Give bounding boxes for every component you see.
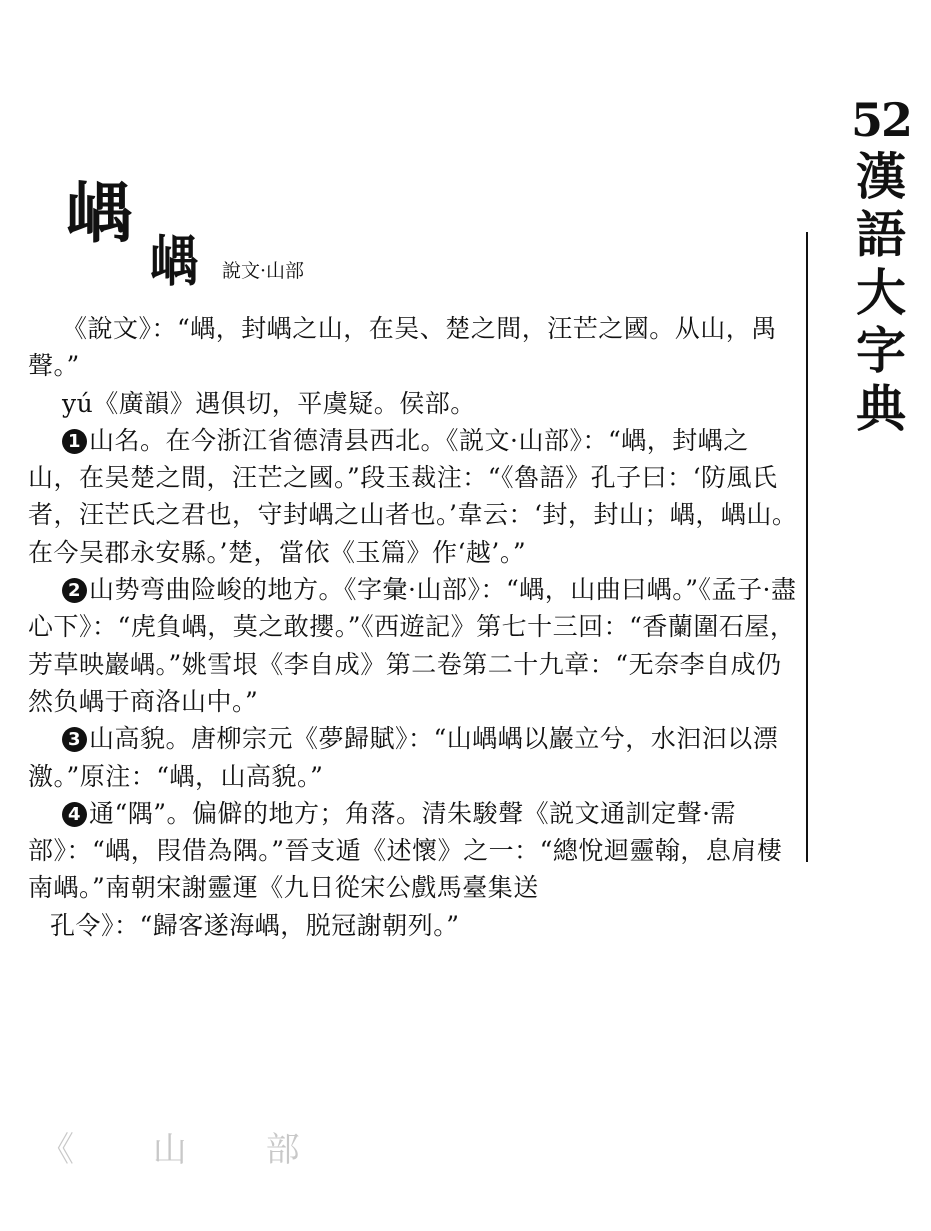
vertical-rule <box>806 232 808 862</box>
sense-1 <box>28 422 798 571</box>
sense-number-badge: 2 <box>62 578 87 603</box>
page-side-title <box>846 92 916 438</box>
sense-number-badge: 4 <box>62 802 87 827</box>
faint-bleedthrough-text: 《 山 部 <box>40 1130 334 1170</box>
sense-text: 山势弯曲险峻的地方。《字彙·山部》：“嵎，山曲曰嵎。”《孟子·盡心下》：“虎負嵎，莫之敢攖。”《西遊記》第七十三回：“香蘭圍石屋，芳草映巖嵎。”姚雪垠《李自成》第二卷第二十九章：“无奈李自成仍然负嵎于商洛山中。” <box>28 575 797 716</box>
seal-script-character: 嵎 <box>150 229 195 295</box>
page-number: 52 <box>850 93 911 147</box>
sense-4 <box>28 795 798 907</box>
sense-2 <box>28 571 798 720</box>
entry-body <box>28 310 798 944</box>
pronunciation-line: yú《廣韻》遇俱切，平虞疑。侯部。 <box>62 388 476 418</box>
sense-text: 通“隅”。偏僻的地方；角落。清朱駿聲《説文通訓定聲·需部》：“嵎，叚借為隅。”晉支遁《述懷》之一：“總悅迴靈翰，息肩棲南嵎。”南朝宋謝靈運《九日從宋公戲馬臺集送 <box>28 798 783 903</box>
sense-text: 山名。在今浙江省德清县西北。《説文·山部》：“嵎，封嵎之山，在吴楚之間，汪芒之國。”段玉裁注：“《魯語》孔子曰：‘防風氏者，汪芒氏之君也，守封嵎之山者也。’韋云：‘封，封山；嵎，嵎山。在今吴郡永安縣。’楚，當依《玉篇》作‘越’。” <box>28 425 798 567</box>
shuowen-citation: 《說文》：“嵎，封嵎之山，在吴、楚之間，汪芒之國。从山，禺聲。” <box>28 314 777 381</box>
book-title <box>846 148 916 438</box>
sense-number-badge: 3 <box>62 727 87 752</box>
entry-head-character: 嵎 <box>66 174 132 252</box>
book-title-char: 漢 <box>856 147 906 206</box>
seal-source-label: 說文·山部 <box>222 260 305 282</box>
book-title-char: 字 <box>856 321 906 380</box>
book-title-char: 典 <box>856 379 906 438</box>
sense-4-continuation: 孔令》：“歸客遂海嵎，脱冠謝朝列。” <box>50 910 460 940</box>
book-title-char: 大 <box>856 263 906 322</box>
sense-text: 山高貌。唐柳宗元《夢歸賦》：“山嵎嵎以巖立兮，水汩汩以漂激。”原注：“嵎，山高貌。” <box>28 724 779 791</box>
sense-number-badge: 1 <box>62 429 87 454</box>
book-title-char: 語 <box>856 205 906 264</box>
sense-3 <box>28 720 798 795</box>
